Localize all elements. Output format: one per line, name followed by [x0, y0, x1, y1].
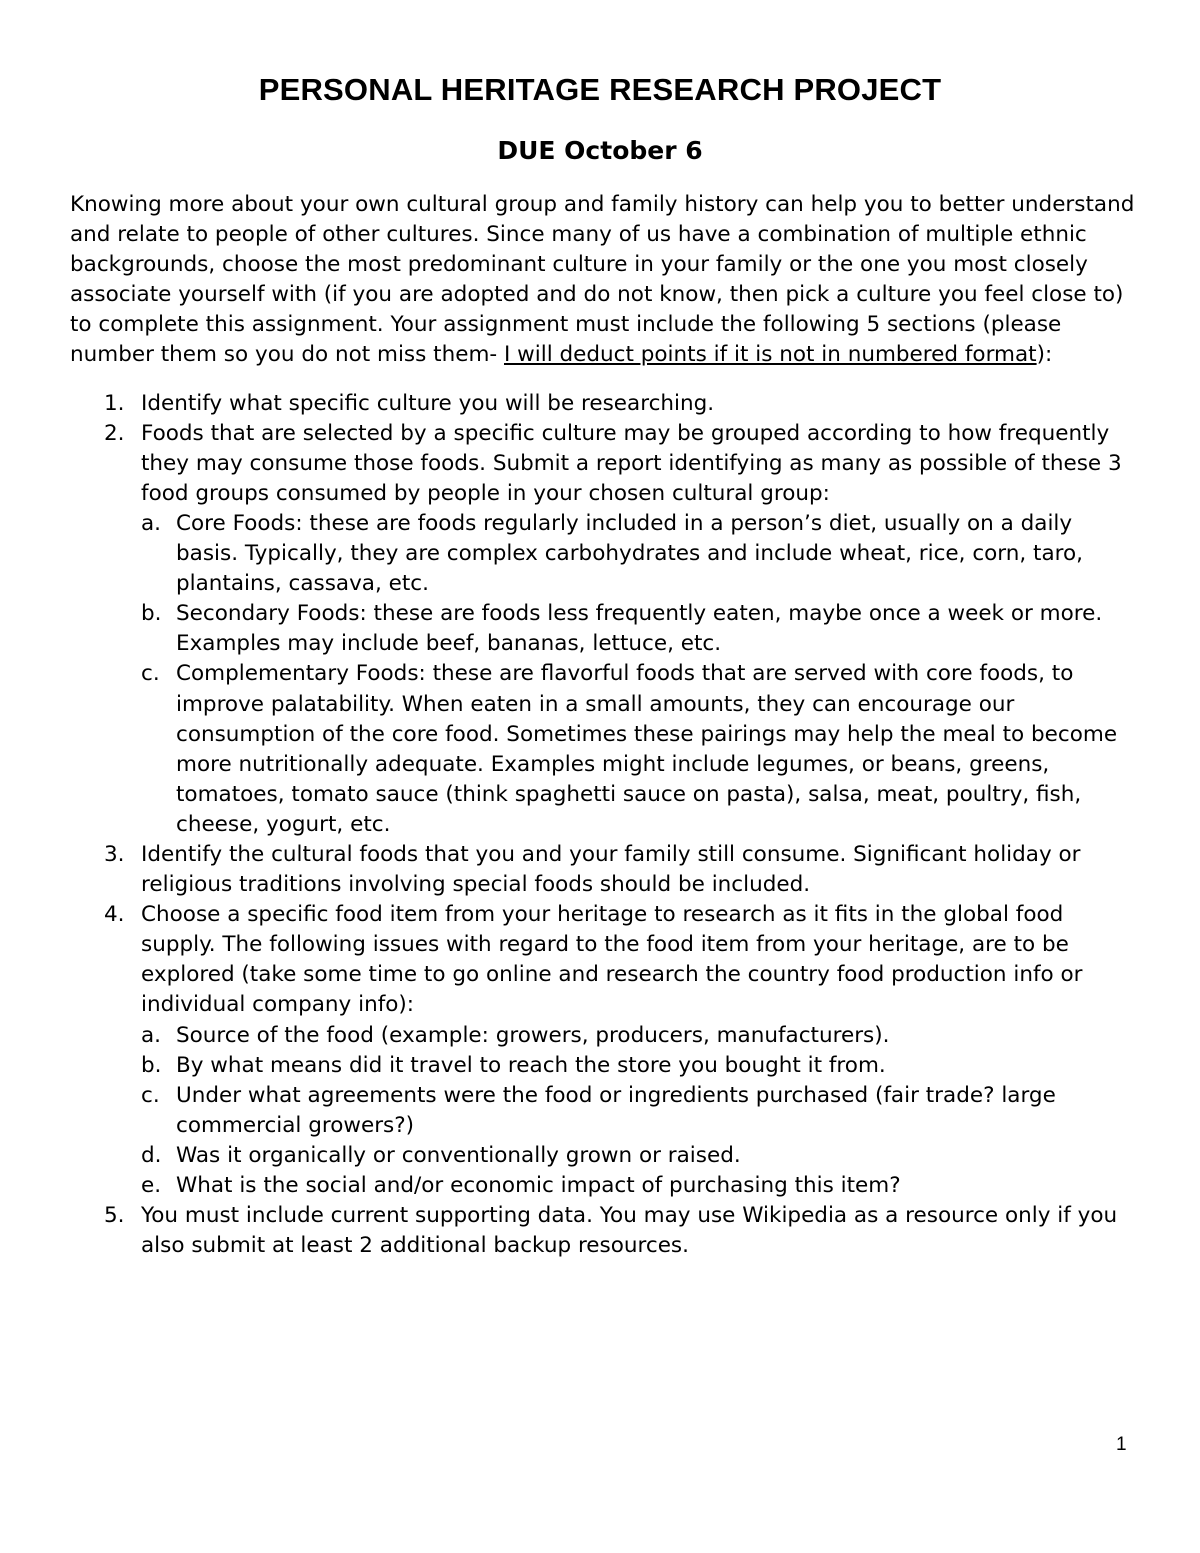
section-item: [70, 419, 1140, 840]
intro-suffix: ):: [1036, 342, 1053, 368]
subsection-letter: b.: [141, 1052, 162, 1078]
subsection-item: [141, 1051, 1140, 1081]
page-number: 1: [1116, 1434, 1127, 1455]
subsection-text: Core Foods: these are foods regularly included in a person’s diet, usually on a daily basis. Typically, they are complex carbohydrates and include wheat, rice, corn, taro, plantains, cassava, etc.: [176, 510, 1084, 597]
subsection-item: [141, 1171, 1140, 1201]
subsection-item: [141, 509, 1140, 599]
sections-list: [70, 389, 1140, 1262]
subsection-list: [141, 509, 1140, 840]
due-date: DUE October 6: [497, 136, 703, 165]
subsection-letter: c.: [141, 1082, 160, 1108]
document-body: [70, 190, 1140, 1261]
intro-paragraph: [70, 190, 1140, 371]
subsection-letter: a.: [141, 510, 162, 536]
intro-underlined-warning: I will deduct points if it is not in numbered format: [504, 342, 1037, 368]
subsection-item: [141, 1021, 1140, 1051]
section-item: [70, 389, 1140, 419]
subsection-letter: c.: [141, 661, 160, 687]
section-text: You must include current supporting data. You may use Wikipedia as a resource only if you also submit at least 2 additional backup resources.: [141, 1203, 1118, 1259]
subsection-text: Complementary Foods: these are flavorful foods that are served with core foods, to improve palatability. When eaten in a small amounts, they can encourage our consumption of the core food. Sometimes these pairings may help the meal to become more nutritionally adequate. Examples might include legumes, or beans, greens, tomatoes, tomato sauce (think spaghetti sauce on pasta), salsa, meat, poultry, fish, cheese, yogurt, etc.: [176, 661, 1118, 837]
section-item: [70, 840, 1140, 900]
subsection-text: Source of the food (example: growers, producers, manufacturers).: [176, 1022, 890, 1048]
subsection-letter: b.: [141, 601, 162, 627]
section-number: 4.: [104, 902, 125, 928]
subsection-text: Was it organically or conventionally grown or raised.: [176, 1142, 741, 1168]
section-text: Foods that are selected by a specific culture may be grouped according to how frequently they may consume those foods. Submit a report identifying as many as possible of these 3 food groups consumed by people in your chosen cultural group:: [141, 420, 1122, 506]
subsection-letter: d.: [141, 1142, 162, 1168]
subsection-item: [141, 1141, 1140, 1171]
section-text: Identify what specific culture you will be researching.: [141, 390, 715, 416]
section-item: [70, 900, 1140, 1201]
section-text: Choose a specific food item from your heritage to research as it fits in the global food supply. The following issues with regard to the food item from your heritage, are to be explored (take some time to go online and research the country food production info or individual company info):: [141, 902, 1083, 1018]
subsection-text: Under what agreements were the food or ingredients purchased (fair trade? large commercial growers?): [176, 1082, 1056, 1138]
subsection-text: What is the social and/or economic impact of purchasing this item?: [176, 1173, 901, 1198]
section-number: 1.: [104, 390, 125, 416]
subsection-item: [141, 1081, 1140, 1141]
section-number: 3.: [104, 841, 125, 867]
subsection-list: [141, 1021, 1140, 1202]
section-number: 2.: [104, 420, 125, 446]
subsection-text: Secondary Foods: these are foods less frequently eaten, maybe once a week or more. Examples may include beef, bananas, lettuce, etc.: [176, 601, 1103, 657]
subsection-letter: e.: [141, 1173, 162, 1198]
document-title: PERSONAL HERITAGE RESEARCH PROJECT: [258, 72, 942, 107]
subsection-item: [141, 599, 1140, 659]
subsection-letter: a.: [141, 1022, 162, 1048]
intro-text: Knowing more about your own cultural group and family history can help you to better understand and relate to people of other cultures. Since many of us have a combination of multiple ethnic backgrounds, choose the most predominant culture in your family or the one you most closely associate yourself with (if you are adopted and do not know, then pick a culture you feel close to) to complete this assignment. Your assignment must include the following 5 sections (please number them so you do not miss them-: [70, 192, 1135, 368]
subsection-text: By what means did it travel to reach the store you bought it from.: [176, 1052, 886, 1078]
section-number: 5.: [104, 1203, 125, 1229]
section-item: [70, 1201, 1140, 1261]
section-text: Identify the cultural foods that you and your family still consume. Significant holiday or religious traditions involving special foods should be included.: [141, 841, 1081, 898]
subsection-item: [141, 659, 1140, 840]
